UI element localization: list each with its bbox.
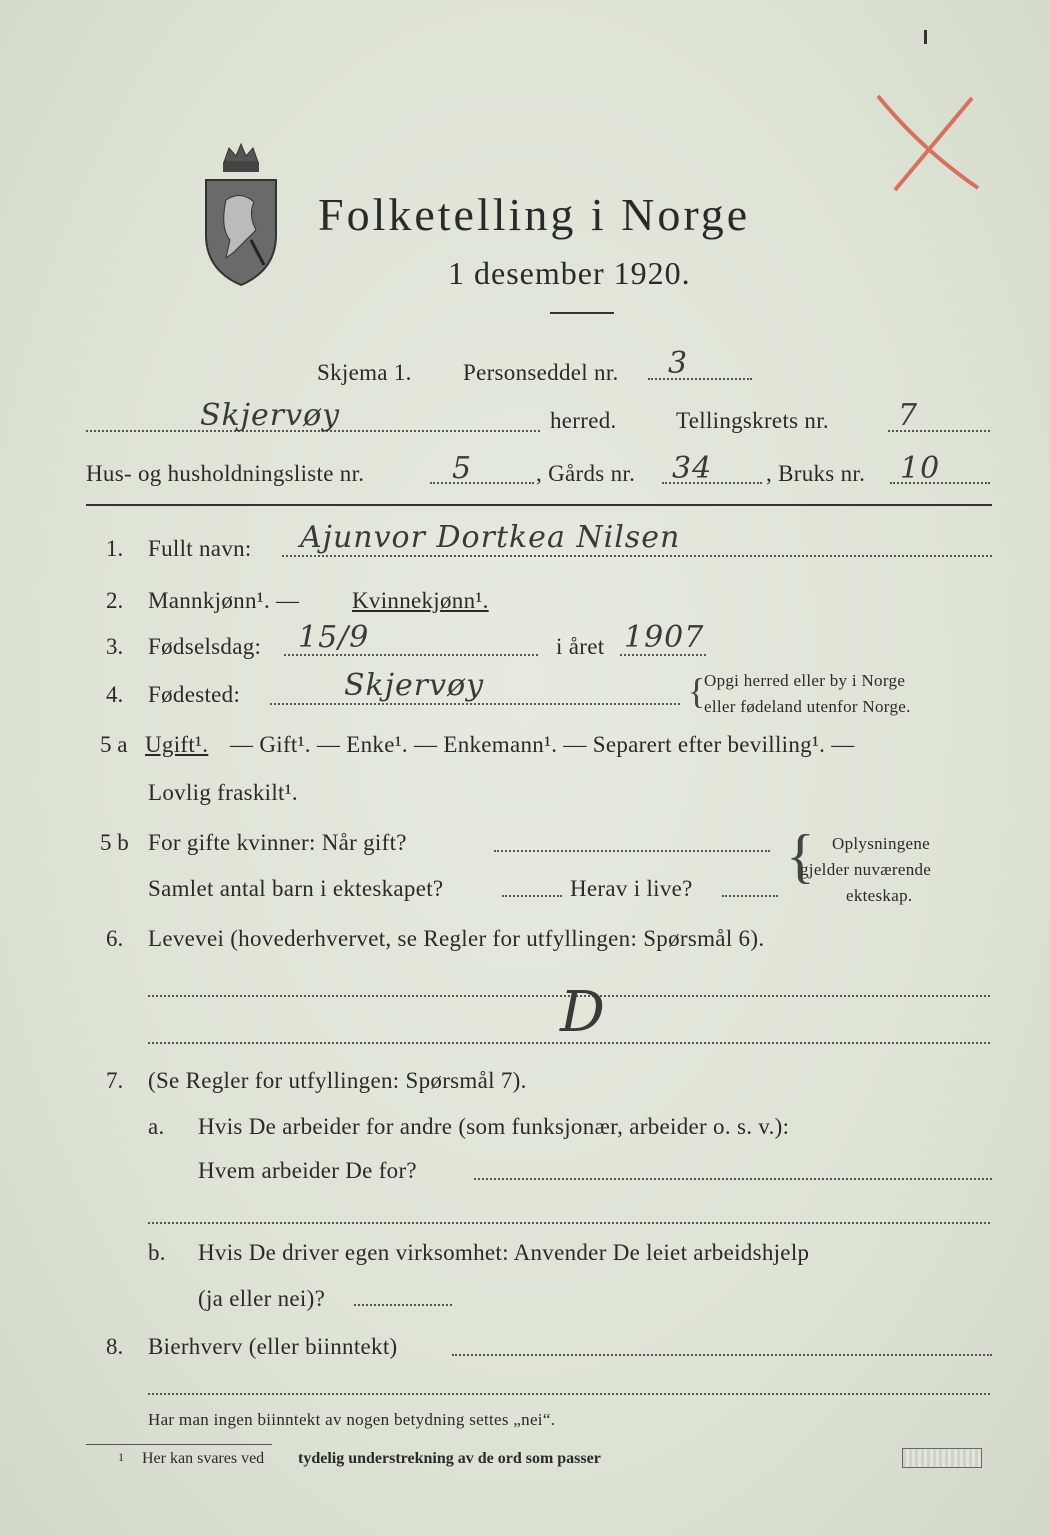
gards-label: , Gårds nr. (536, 461, 636, 486)
q3-number: 3. (106, 634, 124, 659)
q4-label: Fødested: (148, 682, 241, 707)
footnote-rule (86, 1444, 272, 1445)
printer-stamp (902, 1448, 982, 1468)
footnote-bold-text: tydelig understrekning av de ord som passer (298, 1450, 601, 1467)
herred-value: Skjervøy (200, 398, 341, 433)
q4-note-2: eller fødeland utenfor Norge. (704, 697, 911, 716)
q3-birthday: 15/9 (298, 620, 370, 655)
q1-line (282, 555, 992, 557)
section-divider (86, 504, 992, 506)
red-x-mark (870, 88, 990, 198)
q8-line-2 (148, 1393, 990, 1395)
q8-label: Bierhverv (eller biinntekt) (148, 1334, 398, 1359)
gards-value: 34 (672, 451, 713, 486)
q8-number: 8. (106, 1334, 124, 1359)
q5b-line-1 (494, 850, 770, 852)
q7b-ja-eller-nei: (ja eller nei)? (198, 1286, 326, 1311)
q1-full-name: Ajunvor Dortkea Nilsen (300, 520, 681, 555)
q2-female-underlined: Kvinnekjønn¹. (352, 588, 489, 613)
q3-year-label: i året (556, 634, 605, 659)
q7b-letter: b. (148, 1240, 166, 1265)
q4-note-1: Opgi herred eller by i Norge (704, 671, 906, 690)
q5b-line-2 (502, 895, 562, 897)
q4-brace: { (688, 671, 706, 711)
hus-value: 5 (452, 451, 473, 486)
q5b-number: 5 b (100, 830, 129, 855)
q5b-note-2: gjelder nuværende (800, 860, 932, 879)
q2-male: Mannkjønn¹. — (148, 588, 300, 613)
herred-label: herred. (550, 408, 617, 433)
q7-number: 7. (106, 1068, 124, 1093)
q2-number: 2. (106, 588, 124, 613)
q5b-antal-barn: Samlet antal barn i ekteskapet? (148, 876, 444, 901)
q7b-line-1: Hvis De driver egen virksomhet: Anvender De leiet arbeidshjelp (198, 1240, 810, 1265)
q5b-line-3 (722, 895, 778, 897)
q1-number: 1. (106, 536, 124, 561)
q4-line (270, 703, 680, 705)
personseddel-line (648, 378, 752, 380)
skjema-label: Skjema 1. (317, 360, 412, 385)
q1-label: Fullt navn: (148, 536, 252, 561)
personseddel-value: 3 (668, 346, 689, 381)
q6-handwritten-mark: D (560, 980, 606, 1045)
q7a-letter: a. (148, 1114, 165, 1139)
q4-birthplace: Skjervøy (344, 668, 485, 703)
footnote-mark: 1 (118, 1450, 124, 1464)
q5b-note-3: ekteskap. (846, 886, 913, 905)
q7a-line (474, 1178, 992, 1180)
q5a-ugift-underlined: Ugift¹. (145, 732, 209, 757)
q5b-nar-gift: For gifte kvinner: Når gift? (148, 830, 407, 855)
q5a-number: 5 a (100, 732, 128, 757)
bruks-value: 10 (900, 451, 941, 486)
title-divider (550, 312, 614, 314)
q6-number: 6. (106, 926, 124, 951)
census-date: 1 desember 1920. (448, 255, 691, 291)
ink-speck (924, 30, 927, 44)
tellingskrets-label: Tellingskrets nr. (676, 408, 829, 433)
q5b-herav-i-live: Herav i live? (570, 876, 693, 901)
q7-label: (Se Regler for utfyllingen: Spørsmål 7). (148, 1068, 527, 1093)
q7a-line-2 (148, 1222, 990, 1224)
tellingskrets-value: 7 (898, 398, 919, 433)
hus-label: Hus- og husholdningsliste nr. (86, 461, 365, 486)
q6-label: Levevei (hovederhvervet, se Regler for utfyllingen: Spørsmål 6). (148, 926, 765, 951)
coat-of-arms-icon (196, 140, 286, 290)
q3-label: Fødselsdag: (148, 634, 262, 659)
personseddel-label: Personseddel nr. (463, 360, 619, 385)
bruks-label: , Bruks nr. (766, 461, 866, 486)
q7a-line-1: Hvis De arbeider for andre (som funksjonær, arbeider o. s. v.): (198, 1114, 790, 1139)
page-title: Folketelling i Norge (318, 189, 751, 240)
q8-line-1 (452, 1354, 992, 1356)
q4-number: 4. (106, 682, 124, 707)
footnote-text: Her kan svares ved (142, 1450, 265, 1467)
hus-line (430, 482, 534, 484)
q3-year: 1907 (624, 620, 705, 655)
q5b-note-1: Oplysningene (832, 834, 931, 853)
q7b-line (354, 1304, 452, 1306)
q7a-hvem-arbeider: Hvem arbeider De for? (198, 1158, 417, 1183)
q5a-lovlig-fraskilt: Lovlig fraskilt¹. (148, 780, 298, 805)
biinntekt-note: Har man ingen biinntekt av nogen betydning settes „nei“. (148, 1410, 556, 1429)
q5a-options: — Gift¹. — Enke¹. — Enkemann¹. — Separert efter bevilling¹. — (230, 732, 855, 757)
q5b-brace: { (786, 823, 815, 889)
